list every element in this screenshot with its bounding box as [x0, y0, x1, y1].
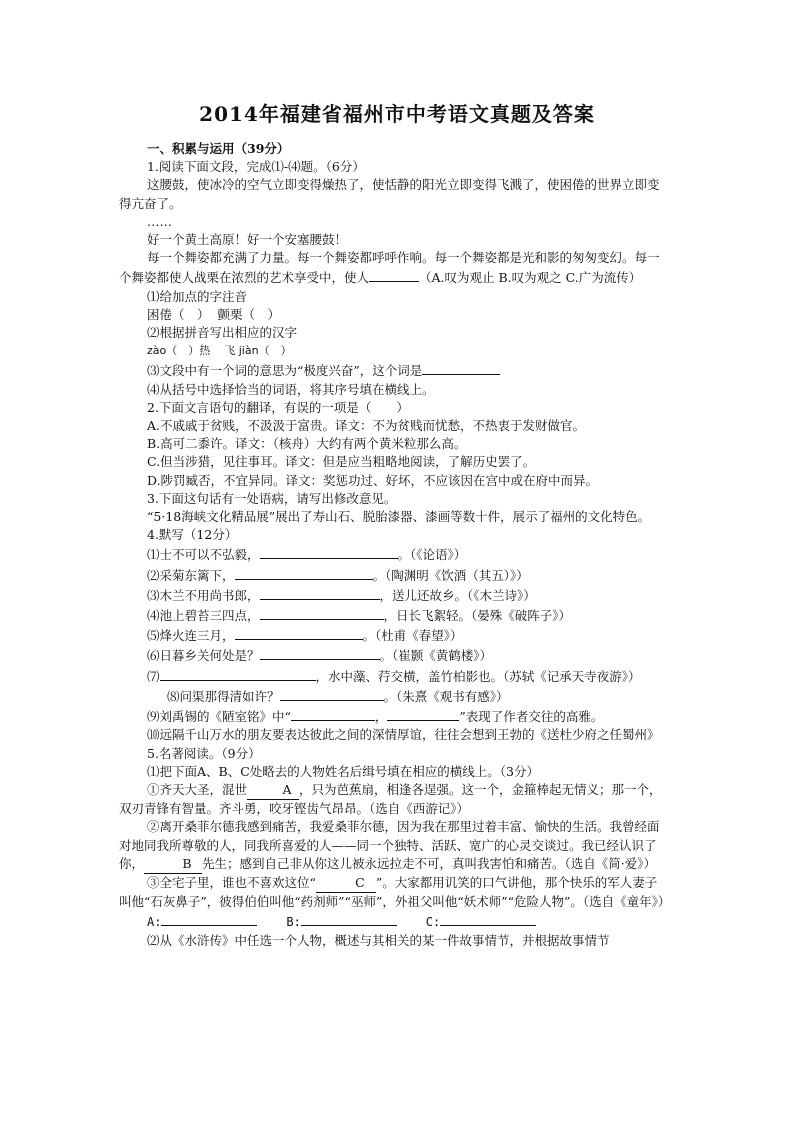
recitation-line: ⑴士不可以不弘毅， 。（《论语》）	[119, 544, 667, 564]
question-2-stem: 2.下面文言语句的翻译，有误的一项是（ ）	[147, 399, 409, 415]
answer-blank[interactable]	[280, 686, 384, 701]
excerpt-xiyouji: ①齐天大圣，混世 A ，只为芭蕉扇，相逢各逞强。这一个，金箍棒起无情义；那一个，双刃青锋有智量。齐斗勇，咬牙铿齿气昂昂。（选自《西游记》）	[119, 781, 662, 817]
question-1-stem: 1.阅读下面文段，完成⑴-⑷题。（6分）	[147, 159, 365, 175]
recitation-line: ⑺ ，水中藻、荇交横，盖竹柏影也。（苏轼《记承天寺夜游》）	[119, 666, 667, 686]
recitation-line: ⑻问渠那得清如许？ 。（朱熹《观书有感》）	[119, 686, 667, 706]
passage-paragraph-1: 这腰鼓，使冰冷的空气立即变得燥热了，使恬静的阳光立即变得飞溅了，使困倦的世界立即变得亢奋了。	[119, 177, 660, 211]
answer-blank[interactable]	[235, 625, 363, 640]
subquestion-1-items: 困倦（ ） 颤栗（ ）	[147, 306, 280, 322]
subquestion-4: ⑷从括号中选择恰当的词语，将其序号填在横线上。	[147, 381, 435, 397]
answer-blank[interactable]	[301, 911, 397, 926]
passage-paragraph-3: 每一个舞姿都充满了力量。每一个舞姿都呼呼作响。每一个舞姿都是光和影的匆匆变幻。每一个舞姿都使人战栗在浓烈的艺术享受中，使人 （A.叹为观止 B.叹为观之 C.广为流传）	[119, 250, 660, 286]
answer-blank[interactable]	[161, 911, 257, 926]
recitation-line: ⑵采菊东篱下， 。（陶渊明《饮酒（其五）》）	[119, 565, 667, 585]
answer-blank[interactable]	[422, 360, 500, 375]
option-d: D.陟罚臧否，不宜异同。译文：奖惩功过、好坏，不应该因在宫中或在府中而异。	[147, 472, 599, 488]
option-a: A.不戚戚于贫贱，不汲汲于富贵。译文：不为贫贱而忧愁，不热衷于发财做官。	[147, 418, 586, 434]
document-title: 2014年福建省福州市中考语文真题及答案	[199, 102, 595, 126]
question-3-sentence: “5·18海峡文化精品展”展出了寿山石、脱胎漆器、漆画等数十件，展示了福州的文化特色。	[147, 509, 651, 525]
answer-slot-c[interactable]: C	[316, 874, 376, 893]
subquestion-1: ⑴给加点的字注音	[147, 288, 248, 304]
option-c: C.但当涉猎，见往事耳。译文：但是应当粗略地阅读，了解历史罢了。	[147, 454, 536, 470]
answer-blank[interactable]	[260, 605, 384, 620]
excerpt-jane-eyre: ②离开桑菲尔德我感到痛苦，我爱桑菲尔德，因为我在那里过着丰富、愉快的生活。我曾经面对地同我所尊敬的人，同我所喜爱的人——同一个独特、活跃、宽广的心灵交谈过。我已经认识了你， B 先生；感到自己非从你这儿被永远拉走不可，真叫我害怕和痛苦。（选自《简·爱》）	[119, 818, 667, 874]
answer-slot-a[interactable]: A	[247, 781, 299, 800]
subquestion-2-items: zào（ ）热 飞 jiàn（ ）	[147, 344, 292, 358]
recitation-line: ⑽远隔千山万水的朋友要表达彼此之间的深情厚谊，往往会想到王勃的《送杜少府之任蜀州》	[147, 727, 660, 743]
recitation-line: ⑶木兰不用尚书郎， ，送儿还故乡。（《木兰诗》）	[119, 585, 667, 605]
answer-lines: A: B: C:	[119, 911, 667, 931]
subquestion-2: ⑵从《水浒传》中任选一个人物，概述与其相关的某一件故事情节，并根据故事情节	[147, 932, 610, 948]
excerpt-childhood: ③全宅子里，谁也不喜欢这位“ C ”。大家都用讥笑的口气讲他，那个快乐的军人妻子叫他“石灰鼻子”，彼得伯伯叫他“药剂师”“巫师”，外祖父叫他“妖术师”“危险人物”。（选自《童年》）	[119, 874, 671, 910]
answer-slot-b[interactable]: B	[144, 855, 202, 874]
answer-blank[interactable]	[291, 706, 375, 721]
passage-paragraph-2: 好一个黄土高原！好一个安塞腰鼓！	[147, 232, 348, 248]
recitation-line: ⑹日暮乡关何处是？ 。（崔颢《黄鹤楼》）	[119, 645, 667, 665]
option-b: B.高可二黍许。译文：（核舟）大约有两个黄米粒那么高。	[147, 436, 467, 452]
document-body	[119, 140, 671, 950]
recitation-line: ⑸烽火连三月， 。（杜甫《春望》）	[119, 625, 667, 645]
answer-blank[interactable]	[369, 267, 419, 282]
answer-blank[interactable]	[260, 645, 380, 660]
subquestion-2: ⑵根据拼音写出相应的汉字	[147, 325, 298, 341]
question-4-stem: 4.默写（12分）	[147, 527, 238, 543]
subquestion-1: ⑴把下面A、B、C处略去的人物姓名后缉号填在相应的横线上。（3分）	[147, 763, 539, 779]
question-3-stem: 3.下面这句话有一处语病，请写出修改意见。	[147, 490, 397, 506]
section-heading: 一、积累与运用（39分）	[147, 141, 290, 156]
subquestion-3: ⑶文段中有一个词的意思为“极度兴奋”，这个词是	[119, 360, 667, 380]
answer-blank[interactable]	[440, 911, 536, 926]
recitation-line: ⑼刘禹锡的《陋室铭》中“ ， ”表现了作者交往的高雅。	[119, 706, 667, 726]
answer-blank[interactable]	[160, 666, 316, 681]
recitation-line: ⑷池上碧苔三四点， ，日长飞絮轻。（晏殊《破阵子》）	[119, 605, 667, 625]
answer-blank[interactable]	[260, 585, 380, 600]
answer-blank[interactable]	[260, 544, 398, 559]
passage-ellipsis: ……	[147, 213, 172, 229]
answer-blank[interactable]	[235, 565, 373, 580]
answer-blank[interactable]	[387, 706, 459, 721]
question-5-stem: 5.名著阅读。（9分）	[147, 745, 261, 761]
